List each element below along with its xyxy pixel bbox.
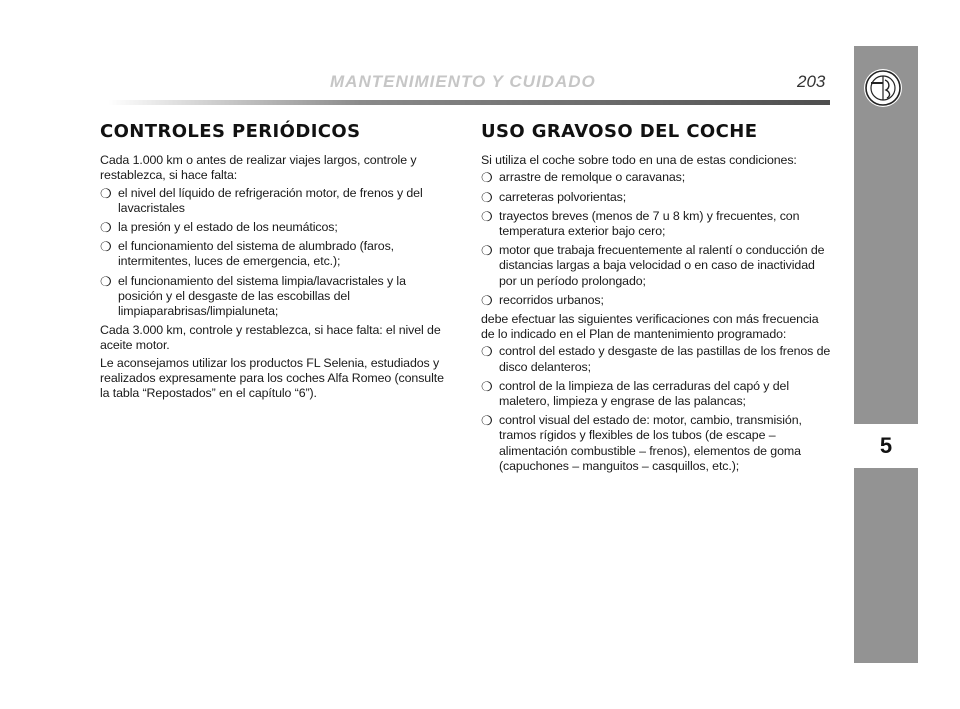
bullet-icon: ❍ [481, 170, 493, 186]
left-bullet-list [100, 186, 451, 320]
alfa-romeo-logo-icon [863, 68, 903, 108]
right-intro: Si utiliza el coche sobre todo en una de estas condiciones: [481, 153, 797, 168]
list-item: ❍ arrastre de remolque o caravanas; [481, 170, 686, 186]
bullet-icon: ❍ [100, 273, 112, 289]
list-item: ❍ el nivel del líquido de refrigeración motor, de frenos y del lavacristales [100, 185, 423, 215]
bullet-icon: ❍ [481, 378, 493, 394]
bullet-icon: ❍ [481, 344, 493, 360]
bullet-icon: ❍ [481, 189, 493, 205]
chapter-number-box [854, 424, 918, 468]
list-item: ❍ motor que trabaja frecuentemente al ralentí o conducción de distancias largas a baja velocidad o en caso de inactividad por un período prolongado; [481, 243, 825, 288]
list-item: ❍ recorridos urbanos; [481, 292, 604, 308]
header-title: MANTENIMIENTO Y CUIDADO [330, 72, 596, 91]
list-item: ❍ carreteras polvorientas; [481, 189, 627, 205]
section-heading-uso-gravoso: USO GRAVOSO DEL COCHE [481, 121, 758, 142]
right-middle-paragraph: debe efectuar las siguientes verificaciones con más frecuencia de lo indicado en el Plan de mantenimiento programado: [481, 312, 819, 342]
list-item: ❍ control visual del estado de: motor, cambio, transmisión, tramos rígidos y flexibles de los tubos (de escape – alimentación combustible – frenos), elementos de goma (capuchones – manguitos – casquillos, etc.); [481, 413, 802, 473]
right-bullet-list-conditions [481, 170, 831, 308]
left-paragraph-3000km: Cada 3.000 km, controle y restablezca, si hace falta: el nivel de aceite motor. [100, 323, 441, 353]
bullet-icon: ❍ [481, 243, 493, 259]
left-intro: Cada 1.000 km o antes de realizar viajes largos, controle y restablezca, si hace falta: [100, 153, 417, 183]
chapter-side-tab [854, 46, 918, 663]
header-rule [108, 100, 830, 105]
list-item: ❍ el funcionamiento del sistema de alumbrado (faros, intermitentes, luces de emergencia, etc.); [100, 239, 395, 269]
page-number: 203 [797, 72, 826, 91]
right-bullet-list-checks [481, 344, 831, 474]
chapter-number: 5 [879, 433, 893, 458]
right-column [481, 121, 831, 478]
bullet-icon: ❍ [481, 208, 493, 224]
left-column [100, 121, 451, 403]
list-item: ❍ el funcionamiento del sistema limpia/lavacristales y la posición y el desgaste de las escobillas del limpiaparabrisas/limpialuneta; [100, 273, 406, 319]
bullet-icon: ❍ [100, 239, 112, 255]
section-heading-controles: CONTROLES PERIÓDICOS [100, 121, 361, 142]
list-item: ❍ control de la limpieza de las cerraduras del capó y del maletero, limpieza y engrase de las palancas; [481, 378, 789, 409]
bullet-icon: ❍ [481, 292, 493, 308]
bullet-icon: ❍ [100, 185, 112, 201]
list-item: ❍ control del estado y desgaste de las pastillas de los frenos de disco delanteros; [481, 344, 831, 374]
left-paragraph-selenia: Le aconsejamos utilizar los productos FL Selenia, estudiados y realizados expresamente para los coches Alfa Romeo (consulte la tabla “Repostados” en el capítulo “6”). [100, 355, 444, 401]
bullet-icon: ❍ [481, 413, 493, 429]
list-item: ❍ la presión y el estado de los neumáticos; [100, 220, 338, 236]
bullet-icon: ❍ [100, 220, 112, 236]
list-item: ❍ trayectos breves (menos de 7 u 8 km) y frecuentes, con temperatura exterior bajo cero; [481, 208, 800, 239]
